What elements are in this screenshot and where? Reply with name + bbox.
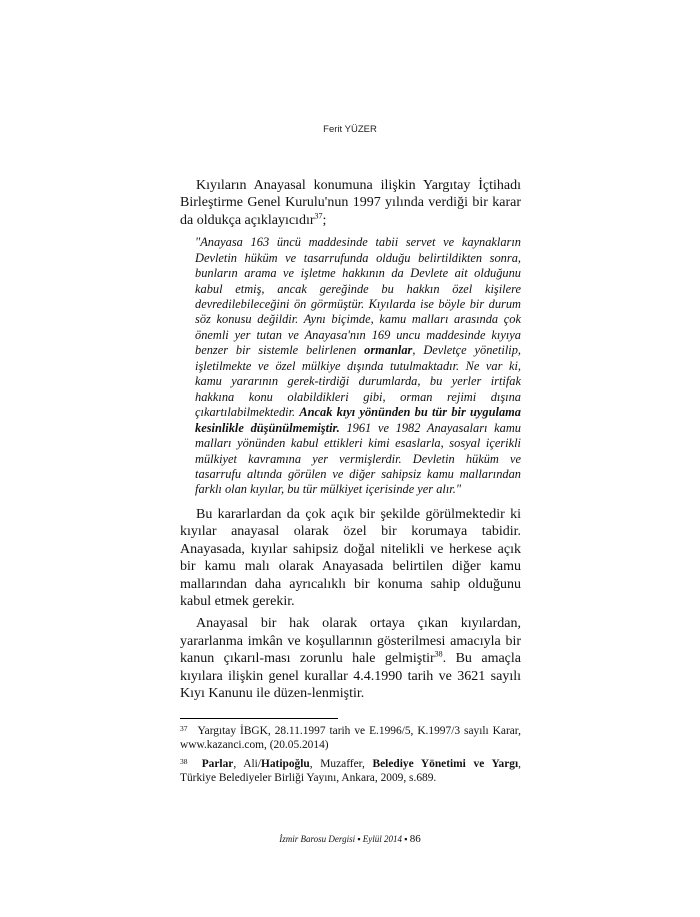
bold-text: Belediye Yönetimi ve Yargı (372, 758, 519, 771)
text-run: , Türkiye Belediyeler Birliği Yayını, Ankara, 2009, s.689. (180, 758, 521, 785)
footnote-38 (180, 757, 521, 785)
text-run: Yargıtay İBGK, 28.11.1997 tarih ve E.1996/5, K.1997/3 sayılı Karar, www.kazanci.com, (20.05.2014) (180, 725, 521, 752)
bold-text: Hatipoğlu (260, 758, 310, 771)
page-content (180, 136, 521, 785)
footnote-separator (180, 718, 338, 719)
text-run: ; (322, 212, 327, 228)
paragraph-3 (180, 615, 521, 702)
block-quote (195, 235, 521, 498)
paragraph-2 (180, 506, 521, 610)
text-run: , Muzaffer, (309, 758, 373, 771)
footnote-ref: 38 (434, 649, 443, 659)
page-footer (0, 833, 700, 846)
bold-text: Parlar (201, 758, 234, 771)
text-run: Anayasal bir hak olarak ortaya çıkan kıyılardan, yararlanma imkân ve koşullarının gösterilmesi amacıyla bir kanun çıkarıl-ması zorunlu hale gelmiştir (180, 616, 521, 667)
page-number: 86 (409, 833, 421, 846)
separator: ▪ (404, 834, 408, 845)
text-run: , Devletçe yönetilip, işletilmekte ve özel mülkiye dışında tutulmaktadır. Ne var ki, kamu yararının gerek-tirdiği durumlarda, bu yerler irtifak hakkına konu olabildikleri gibi, orman rejimi dışına çıkartılabilmektedir. (195, 343, 521, 420)
footnote-text (180, 758, 521, 784)
footnote-number: 37 (180, 724, 188, 734)
bold-text: ormanlar (364, 343, 413, 358)
footnote-37 (180, 724, 521, 752)
text-run: "Anayasa 163 üncü maddesinde tabii servet ve kaynakların Devletin hüküm ve tasarrufunda olduğu belirtildikten sonra, bunların arama ve işletme hakkının da Devlete ait olduğunu kabul etmiş, ancak gereğinde bu hakkın özel kişilere devredilebileceğini ön görmüştür. Kıyılarda ise böyle bir durum söz konusu değildir. Aynı biçimde, kamu malları arasında çok önemli yer tutan ve Anayasa'nın 169 uncu maddesinde kıyıya benzer bir sistemle belirlenen (195, 235, 521, 358)
bold-text: Ancak kıyı yönünden bu tür bir uygulama kesinlikle düşünülmemiştir. (195, 405, 521, 435)
issue-date: Eylül 2014 (362, 834, 403, 845)
separator: ▪ (357, 834, 361, 845)
footnote-text (180, 725, 521, 751)
text-run (194, 758, 202, 770)
text-run: . Bu amaçla kıyılara ilişkin genel kurallar 4.4.1990 tarih ve 3621 sayılı Kıyı Kanunu ile düzen-lenmiştir. (180, 651, 521, 701)
text-run: Bu kararlardan da çok açık bir şekilde görülmektedir ki kıyılar anayasal olarak özel bir korumaya tabidir. Anayasada, kıyılar sahipsiz doğal nitelikli ve herkese açık bir kamu malı olarak Anayasada belirtilen diğer kamu mallarından daha ayrıcalıklı bir konuma sahip olduğunu kabul etmek gerekir. (180, 506, 521, 609)
footnote-number: 38 (180, 757, 188, 767)
text-run: Kıyıların Anayasal konumuna ilişkin Yargıtay İçtihadı Birleştirme Genel Kurulu'nun 1997 yılında verdiği bir karar da oldukça açıklayıcıdır (180, 178, 521, 228)
journal-name: İzmir Barosu Dergisi (279, 834, 356, 845)
paragraph-1 (180, 177, 521, 229)
running-header: Ferit YÜZER (323, 124, 377, 135)
footnote-ref: 37 (314, 211, 323, 221)
text-run: 1961 ve 1982 Anayasaları kamu malları yönünden kabul ettikleri kimi esaslarla, sosyal içerikli mülkiyet kavramına yer vermişlerdir. Devletin hüküm ve tasarrufu altında görülen ve diğer sahipsiz kamu mallarından farklı olan kıyılar, bu tür mülkiyet içerisinde yer alır." (195, 420, 521, 497)
text-run: , Ali/ (233, 758, 261, 771)
